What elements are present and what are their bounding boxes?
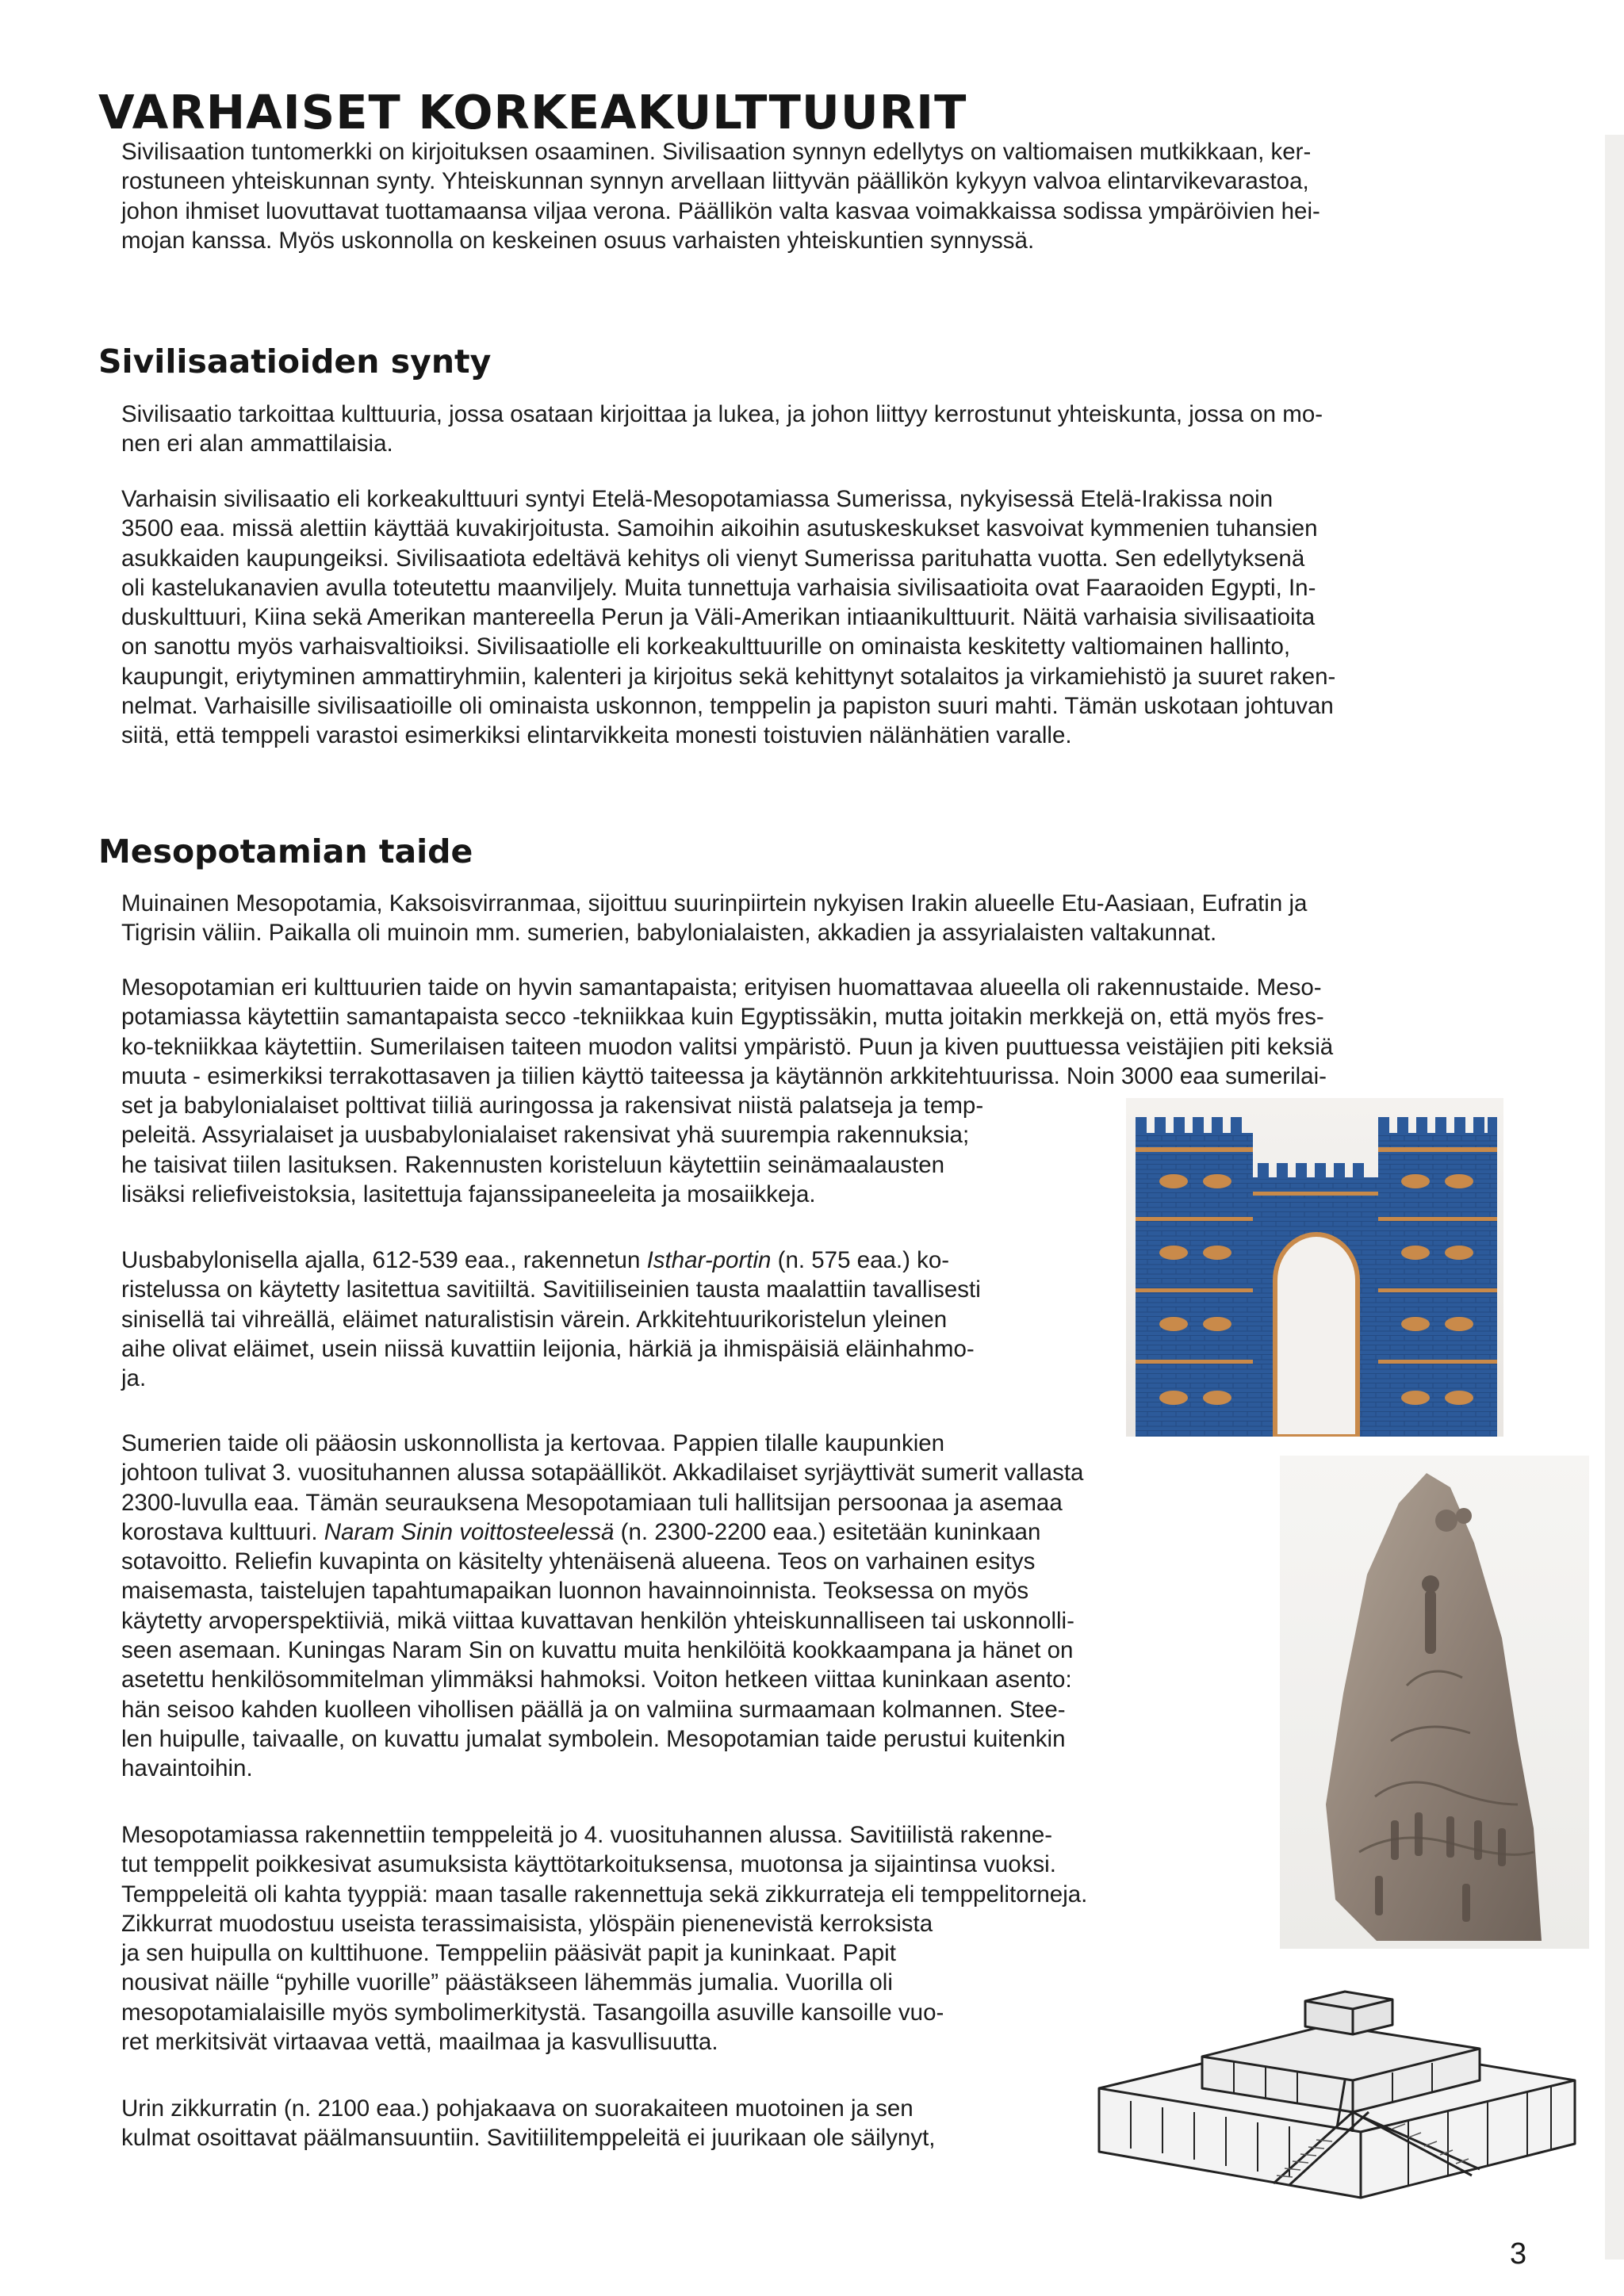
section2-paragraph-3 (121, 1246, 981, 1393)
text-line: set ja babylonialaiset polttivat tiiliä auringossa ja rakensivat niistä palatseja ja temp- (121, 1093, 984, 1119)
text-line: potamiassa käytettiin samantapaista secco -tekniikkaa kuin Egyptissäkin, mutta joitakin merkkejä on, että myös fres- (121, 1004, 1324, 1031)
ur-ziggurat-drawing (1075, 1961, 1603, 2202)
text-line: on sanottu myös varhaisvaltioiksi. Sivilisaatiolle eli korkeakulttuurille on ominaista keskitetty valtiomainen hallinto, (121, 633, 1291, 660)
section2-paragraph-6 (121, 2094, 935, 2153)
text-line: nelmat. Varhaisille sivilisaatioille oli ominaista uskonnon, temppelin ja papiston suuri mahti. Tämän uskotaan johtuvan (121, 693, 1334, 720)
artwork-title: Naram Sinin voittosteelessä (324, 1518, 615, 1545)
text-line: kulmat osoittavat päälmansuuntiin. Savitiilitemppeleitä ei juurikaan ole säilynyt, (121, 2125, 936, 2152)
text-line: Temppeleitä oli kahta tyyppiä: maan tasalle rakennettuja sekä zikkurrateja eli temppelitorneja. (121, 1881, 1088, 1908)
page-edge-shadow (1605, 135, 1624, 2260)
text-line: havaintoihin. (121, 1755, 253, 1782)
text-line: 2300-luvulla eaa. Tämän seurauksena Mesopotamiaan tuli hallitsijan persoonaa ja asemaa (121, 1489, 1063, 1516)
text-line: Urin zikkurratin (n. 2100 eaa.) pohjakaava on suorakaiteen muotoinen ja sen (121, 2095, 914, 2122)
naram-sin-stele-illustration (1280, 1456, 1589, 1949)
intro-paragraph (121, 137, 1320, 255)
text-line: Sivilisaation tuntomerkki on kirjoituksen osaaminen. Sivilisaation synnyn edellytys on valtiomaisen mutkikkaan, ker- (121, 139, 1312, 165)
artwork-title: Isthar-portin (646, 1247, 772, 1273)
text-line: seen asemaan. Kuningas Naram Sin on kuvattu muita henkilöitä kookkaampana ja hänet on (121, 1637, 1074, 1664)
section-heading-mesopotamian-taide: Mesopotamian taide (98, 832, 473, 871)
section2-paragraph-5 (121, 1820, 1087, 2057)
text-line: hän seisoo kahden kuolleen vihollisen päällä ja on valmiina surmaamaan kolmannen. Stee- (121, 1696, 1066, 1723)
ishtar-gate-illustration (1126, 1098, 1503, 1437)
section2-paragraph-4 (121, 1429, 1083, 1784)
text-line: mojan kanssa. Myös uskonnolla on keskeinen osuus varhaisten yhteiskuntien synnyssä. (121, 227, 1035, 254)
text-line: johon ihmiset luovuttavat tuottamaansa viljaa verona. Päällikön valta kasvaa voimakkaissa sodissa ympäröivien hei- (121, 197, 1320, 224)
text-line: peleitä. Assyrialaiset ja uusbabylonialaiset rakensivat yhä suurempia rakennuksia; (121, 1122, 970, 1149)
text-line: Mesopotamian eri kulttuurien taide on hyvin samantapaista; erityisen huomattavaa alueella oli rakennustaide. Meso- (121, 974, 1322, 1001)
text-line: muuta - esimerkiksi terrakottasaven ja tiilien käyttö taiteessa ja käytännön arkkitehtuurissa. Noin 3000 eaa sumerilai- (121, 1062, 1327, 1089)
text-line: käytetty arvoperspektiiviä, mikä viittaa kuvattavan henkilön yhteiskunnalliseen tai uskonnolli- (121, 1607, 1074, 1634)
text-line: korostava kulttuuri. Naram Sinin voittosteelessä (n. 2300-2200 eaa.) esitetään kuninkaan (121, 1518, 1041, 1545)
section-heading-sivilisaatioiden-synty: Sivilisaatioiden synty (98, 342, 492, 381)
text-line: duskulttuuri, Kiina sekä Amerikan mantereella Perun ja Väli-Amerikan intiaanikulttuurit. Näitä varhaisia sivilisaatioita (121, 604, 1316, 631)
text-line: nen eri alan ammattilaisia. (121, 430, 393, 457)
text-line: ristelussa on käytetty lasitettua savitiiltä. Savitiiliseinien tausta maalattiin tavallisesti (121, 1276, 981, 1303)
text-line: Tigrisin väliin. Paikalla oli muinoin mm. sumerien, babylonialaisten, akkadien ja assyrialaisten valtakunnat. (121, 920, 1217, 947)
text-line: kaupungit, eriytyminen ammattiryhmiin, kalenteri ja kirjoitus sekä kehittynyt sotalaitos ja virkamiehistö ja suuret raken- (121, 663, 1336, 690)
text-line: maisemasta, taistelujen tapahtumapaikan luonnon havainnoinnista. Teoksessa on myös (121, 1578, 1029, 1605)
ishtar-gate-image (1126, 1098, 1503, 1437)
ziggurat-drawing-image (1075, 1961, 1603, 2202)
text-line: aihe olivat eläimet, usein niissä kuvattiin leijonia, härkiä ja ihmispäisiä eläinhahmo- (121, 1335, 975, 1362)
text-line: Varhaisin sivilisaatio eli korkeakulttuuri syntyi Etelä-Mesopotamiassa Sumerissa, nykyisessä Etelä-Irakissa noin (121, 486, 1274, 512)
section1-paragraph-1 (121, 400, 1323, 459)
text-line: siitä, että temppeli varastoi esimerkiksi elintarvikkeita monesti toistuvien nälänhätien varalle. (121, 722, 1072, 749)
text-line: 3500 eaa. missä alettiin käyttää kuvakirjoitusta. Samoihin aikoihin asutuskeskukset kasvoivat kymmenien tuhansien (121, 515, 1318, 542)
text-line: ja. (121, 1365, 147, 1392)
naram-sin-stele-image (1280, 1456, 1589, 1949)
page-title: VARHAISET KORKEAKULTTUURIT (98, 85, 967, 140)
page-number: 3 (1510, 2237, 1527, 2271)
text-line: Zikkurrat muodostuu useista terassimaisista, ylöspäin pienenevistä kerroksista (121, 1910, 933, 1937)
text-line: he taisivat tiilen lasituksen. Rakennusten koristeluun käytettiin seinämaalausten (121, 1151, 945, 1178)
text-line: ja sen huipulla on kulttihuone. Temppeliin pääsivät papit ja kuninkaat. Papit (121, 1940, 896, 1967)
text-line: Sumerien taide oli pääosin uskonnollista ja kertovaa. Pappien tilalle kaupunkien (121, 1430, 945, 1456)
section1-paragraph-2 (121, 484, 1335, 751)
text-line: sinisellä tai vihreällä, eläimet naturalistisin värein. Arkkitehtuurikoristelun yleinen (121, 1306, 948, 1333)
text-line: asukkaiden kaupungeiksi. Sivilisaatiota edeltävä kehitys oli vienyt Sumerissa parituhatta vuotta. Sen edellytyksenä (121, 545, 1305, 572)
text-line: oli kastelukanavien avulla toteutettu maanviljely. Muita tunnettuja varhaisia sivilisaatioita ovat Faaraoiden Egypti, In- (121, 574, 1316, 601)
text-line: tut temppelit poikkesivat asumuksista käyttötarkoituksensa, muotonsa ja sijaintinsa vuoksi. (121, 1851, 1056, 1878)
text-line: lisäksi reliefiveistoksia, lasitettuja fajanssipaneeleita ja mosaiikkeja. (121, 1181, 816, 1208)
text-line: asetettu henkilösommitelman ylimmäksi hahmoksi. Voiton hetkeen viittaa kuninkaan asento: (121, 1667, 1072, 1693)
text-line: mesopotamialaisille myös symbolimerkitystä. Tasangoilla asuville kansoille vuo- (121, 1999, 944, 2026)
section2-paragraph-1 (121, 889, 1307, 948)
text-line: Uusbabylonisella ajalla, 612-539 eaa., rakennetun Isthar-portin (n. 575 eaa.) ko- (121, 1247, 950, 1273)
text-line: ret merkitsivät virtaavaa vettä, maailmaa ja kasvullisuutta. (121, 2029, 718, 2056)
text-line: len huipulle, taivaalle, on kuvattu jumalat symbolein. Mesopotamian taide perustui kuitenkin (121, 1725, 1066, 1752)
text-line: rostuneen yhteiskunnan synty. Yhteiskunnan synnyn arvellaan liittyvän päällikön kykyyn valvoa elintarvikevarastoa, (121, 168, 1309, 195)
text-line: Mesopotamiassa rakennettiin temppeleitä jo 4. vuosituhannen alussa. Savitiilistä rakenne- (121, 1822, 1053, 1848)
text-line: Muinainen Mesopotamia, Kaksoisvirranmaa, sijoittuu suurinpiirtein nykyisen Irakin alueelle Etu-Aasiaan, Eufratin ja (121, 890, 1308, 916)
text-line: nousivat näille “pyhille vuorille” päästäkseen lähemmäs jumalia. Vuorilla oli (121, 1969, 893, 1996)
text-line: johtoon tulivat 3. vuosituhannen alussa sotapäälliköt. Akkadilaiset syrjäyttivät sumerit vallasta (121, 1460, 1084, 1487)
text-line: Sivilisaatio tarkoittaa kulttuuria, jossa osataan kirjoittaa ja lukea, ja johon liittyy kerrostunut yhteiskunta, jossa on mo- (121, 401, 1323, 427)
text-line: ko-tekniikkaa käytettiin. Sumerilaisen taiteen muodon valitsi ympäristö. Puun ja kiven puuttuessa veistäjien piti keksiä (121, 1033, 1334, 1060)
text-line: sotavoitto. Reliefin kuvapinta on käsitelty yhtenäisenä alueena. Teos on varhainen esitys (121, 1548, 1036, 1575)
